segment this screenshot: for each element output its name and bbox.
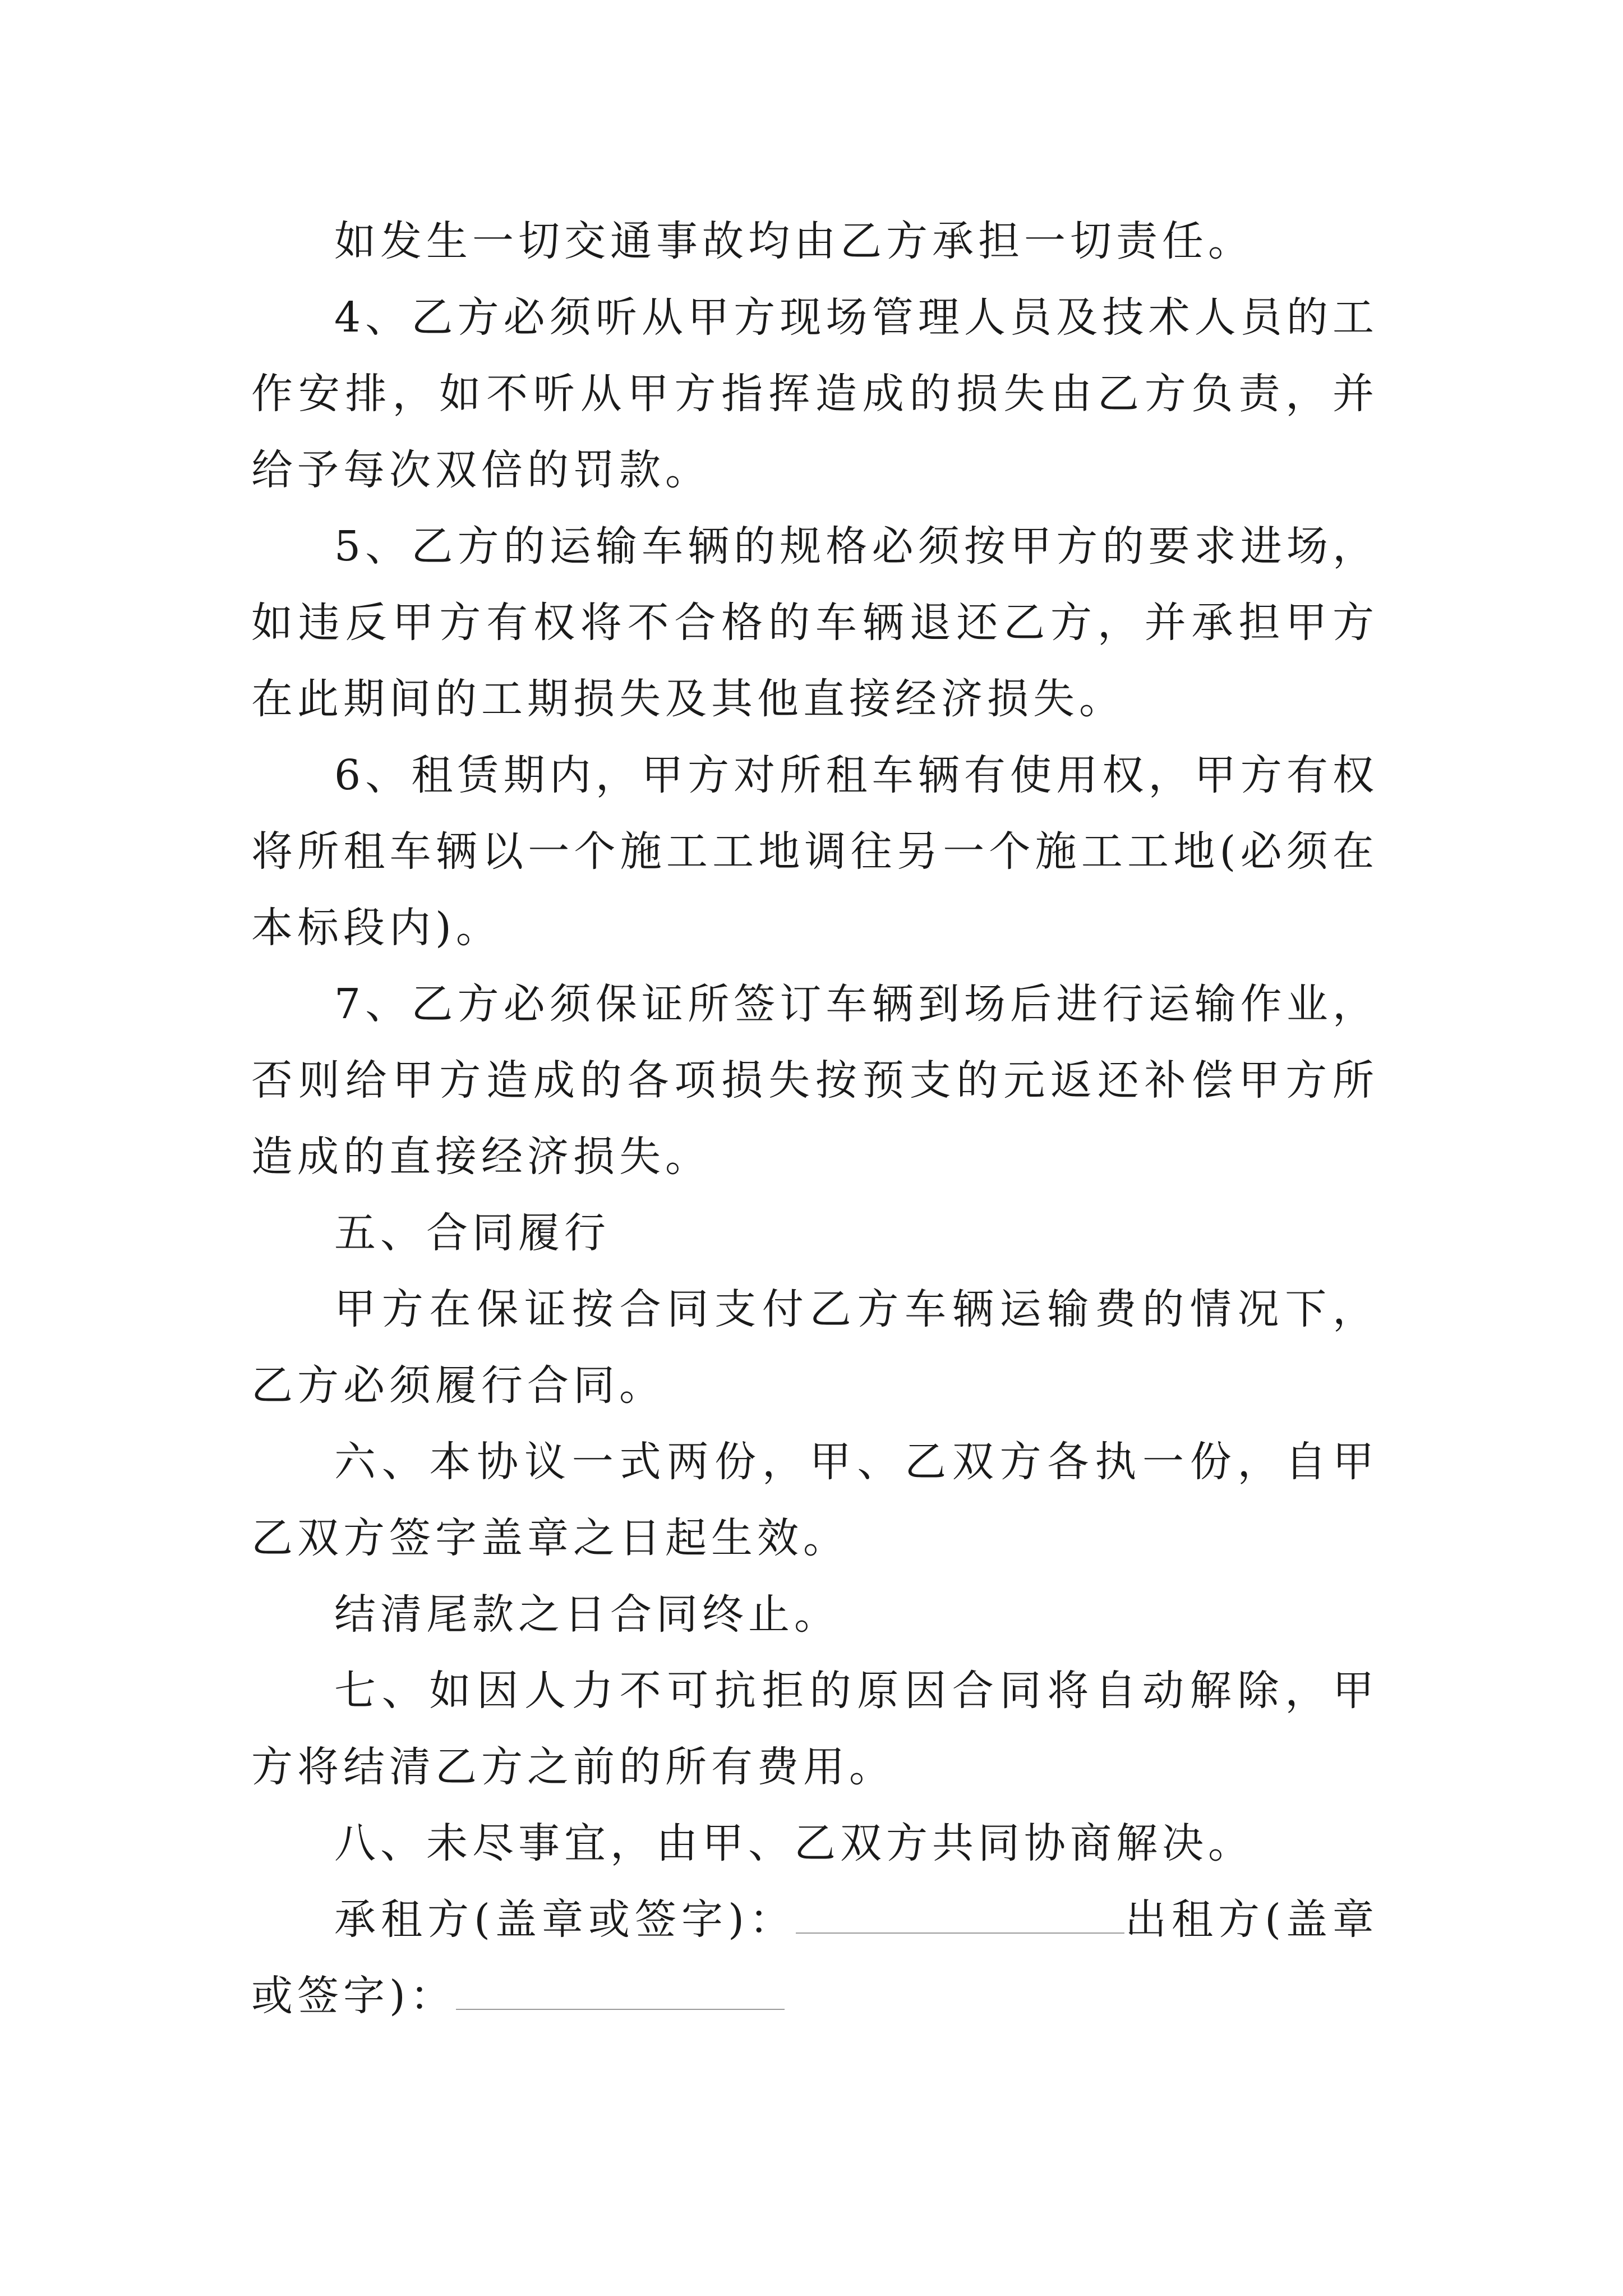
paragraph-section-7: 七、如因人力不可抗拒的原因合同将自动解除，甲方将结清乙方之前的所有费用。 [251, 1667, 1378, 1791]
paragraph-contract-performance: 甲方在保证按合同支付乙方车辆运输费的情况下，乙方必须履行合同。 [251, 1285, 1378, 1410]
signature-block [251, 1881, 1378, 2034]
paragraph-clause-6: 6、租赁期内，甲方对所租车辆有使用权，甲方有权将所租车辆以一个施工工地调往另一个施工工地(必须在本标段内)。 [251, 751, 1378, 952]
lessee-signature-label: 承租方(盖章或签字)： [334, 1895, 796, 1944]
lessee-signature-line[interactable] [796, 1893, 1124, 1934]
lessor-signature-label: 出租方(盖章或签字)： [251, 1895, 1378, 2020]
paragraph-section-8: 八、未尽事宜，由甲、乙双方共同协商解决。 [334, 1819, 1254, 1867]
paragraph-section-6: 六、本协议一式两份，甲、乙双方各执一份，自甲乙双方签字盖章之日起生效。 [251, 1438, 1378, 1562]
paragraph-contract-termination: 结清尾款之日合同终止。 [334, 1590, 840, 1639]
lessor-signature-line[interactable] [456, 1970, 785, 2010]
section-heading-contract-performance: 五、合同履行 [334, 1209, 610, 1257]
paragraph-traffic-accident: 如发生一切交通事故均由乙方承担一切责任。 [334, 217, 1254, 265]
paragraph-clause-4: 4、乙方必须听从甲方现场管理人员及技术人员的工作安排，如不听从甲方指挥造成的损失由乙方负责，并给予每次双倍的罚款。 [251, 293, 1378, 494]
paragraph-clause-5: 5、乙方的运输车辆的规格必须按甲方的要求进场，如违反甲方有权将不合格的车辆退还乙方，并承担甲方在此期间的工期损失及其他直接经济损失。 [251, 522, 1378, 723]
paragraph-clause-7: 7、乙方必须保证所签订车辆到场后进行运输作业，否则给甲方造成的各项损失按预支的元返还补偿甲方所造成的直接经济损失。 [251, 980, 1378, 1181]
